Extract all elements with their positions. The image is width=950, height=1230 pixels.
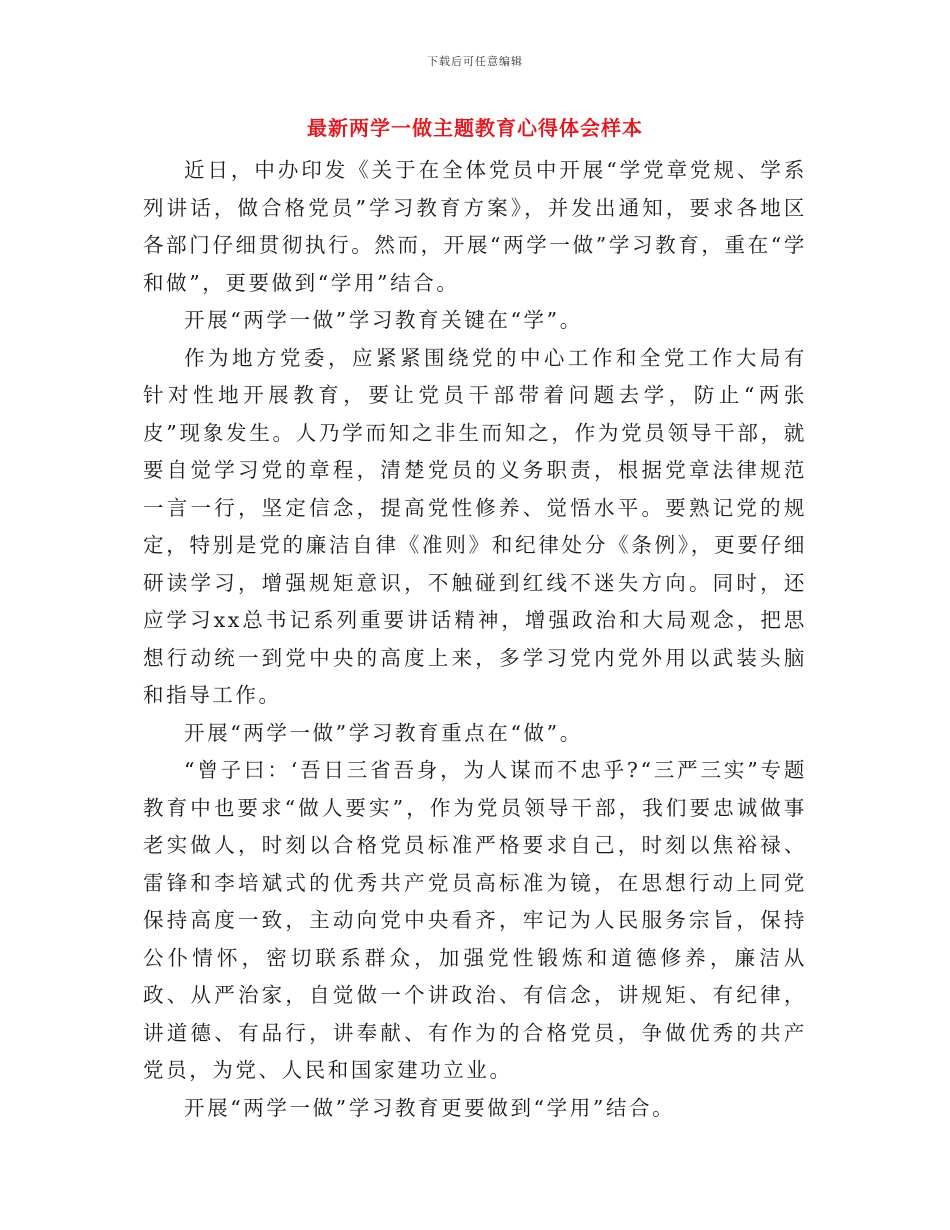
section-heading: 开展“两学一做”学习教育关键在“学”。 — [184, 308, 583, 332]
document-body — [143, 152, 807, 1127]
paragraph: 近日，中办印发《关于在全体党员中开展“学党章党规、学系列讲话，做合格党员”学习教育方案》，并发出通知，要求各地区各部门仔细贯彻执行。然而，开展“两学一做”学习教育，重在“学和做”，更要做到“学用”结合。 — [143, 158, 807, 295]
section-heading: 开展“两学一做”学习教育更要做到“学用”结合。 — [184, 1095, 676, 1120]
page-header-note: 下载后可任意编辑 — [427, 55, 523, 68]
paragraph: “曾子曰：‘吾日三省吾身，为人谋而不忠乎?“三严三实”专题教育中也要求“做人要实”，作为党员领导干部，我们要忠诚做事老实做人，时刻以合格党员标准严格要求自己，时刻以焦裕禄、雷锋和李培斌式的优秀共产党员高标准为镜，在思想行动上同党保持高度一致，主动向党中央看齐，牢记为人民服务宗旨，保持公仆情怀，密切联系群众，加强党性锻炼和道德修养，廉洁从政、从严治家，自觉做一个讲政治、有信念，讲规矩、有纪律，讲道德、有品行，讲奉献、有作为的合格党员，争做优秀的共产党员，为党、人民和国家建功立业。 — [143, 758, 807, 1082]
paragraph: 作为地方党委，应紧紧围绕党的中心工作和全党工作大局有针对性地开展教育，要让党员干部带着问题去学，防止“两张皮”现象发生。人乃学而知之非生而知之，作为党员领导干部，就要自觉学习党的章程，清楚党员的义务职责，根据党章法律规范一言一行，坚定信念，提高党性修养、觉悟水平。要熟记党的规定，特别是党的廉洁自律《准则》和纪律处分《条例》，更要仔细研读学习，增强规矩意识，不触碰到红线不迷失方向。同时，还应学习xx总书记系列重要讲话精神，增强政治和大局观念，把思想行动统一到党中央的高度上来，多学习党内党外用以武装头脑和指导工作。 — [143, 345, 807, 707]
section-heading: 开展“两学一做”学习教育重点在“做”。 — [184, 720, 583, 745]
document-title: 最新两学一做主题教育心得体会样本 — [307, 116, 643, 140]
